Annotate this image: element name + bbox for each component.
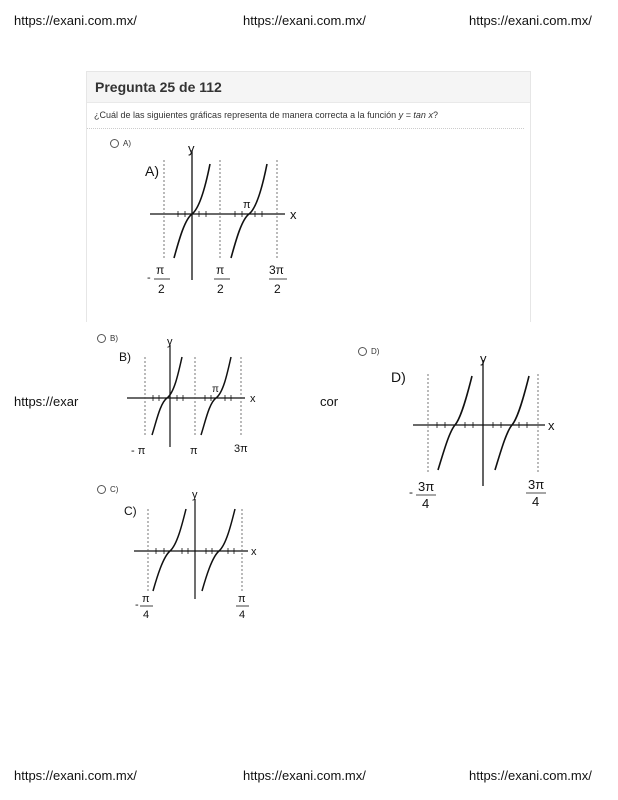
option-b-graph-label: B) (119, 350, 131, 364)
option-d-x-axis-label: x (548, 418, 555, 433)
option-a-x-axis-label: x (290, 207, 297, 222)
option-c[interactable] (97, 485, 118, 494)
watermark-top-center: https://exani.com.mx/ (243, 13, 366, 28)
option-c-graph (120, 487, 270, 622)
option-c-tick1-num: π (142, 593, 150, 605)
image-overlay-left (88, 390, 118, 410)
option-d-tick1-den: 4 (422, 496, 430, 511)
option-b-graph (115, 335, 265, 460)
option-a-pi-mark: π (243, 199, 251, 211)
option-c-x-axis-label: x (251, 546, 257, 558)
watermark-top-right: https://exani.com.mx/ (469, 13, 592, 28)
question-text (87, 103, 524, 129)
watermark-top-left: https://exani.com.mx/ (14, 13, 137, 28)
option-d-graph-label: D) (391, 369, 406, 385)
option-d-tick2-den: 4 (532, 494, 540, 509)
option-d[interactable] (358, 347, 379, 356)
question-header: Pregunta 25 de 112 (87, 72, 530, 103)
option-a-tick1-sign: - (147, 272, 151, 284)
option-c-label: C) (110, 485, 119, 494)
option-b-tick3: 3π (234, 443, 248, 455)
option-b-pi-mark: π (212, 384, 219, 395)
watermark-mid-right: cor (320, 394, 339, 409)
option-b-x-axis-label: x (250, 393, 256, 405)
option-c-tick2-num: π (238, 593, 246, 605)
option-a-radio[interactable] (110, 139, 119, 148)
option-d-tick1-sign: - (409, 485, 413, 499)
option-a-tick2-den: 2 (217, 282, 224, 296)
option-a-tick3-num: 3π (269, 263, 284, 277)
option-a-tick3-den: 2 (274, 282, 281, 296)
question-suffix: ? (432, 110, 438, 120)
option-d-radio[interactable] (358, 347, 367, 356)
watermark-bottom-right: https://exani.com.mx/ (469, 768, 592, 783)
option-a-tick1-den: 2 (158, 282, 165, 296)
option-d-y-axis-label: y (480, 351, 487, 366)
option-d-tick2-num: 3π (528, 477, 545, 492)
option-c-tick1-sign: - (135, 599, 139, 611)
option-a-graph (140, 140, 310, 300)
option-c-y-axis-label: y (192, 489, 198, 501)
option-a-tick2-num: π (216, 263, 225, 277)
option-b-tick2: π (190, 445, 198, 457)
option-a[interactable] (110, 139, 131, 148)
option-d-tick1-num: 3π (418, 479, 435, 494)
watermark-bottom-left: https://exani.com.mx/ (14, 768, 137, 783)
watermark-mid-left: https://exar (14, 394, 79, 409)
option-d-graph (385, 348, 570, 513)
option-b-tick1: - π (131, 445, 146, 457)
option-b-y-axis-label: y (167, 336, 173, 348)
question-formula: y = tan x (398, 110, 433, 120)
option-c-tick2-den: 4 (239, 609, 246, 621)
option-c-radio[interactable] (97, 485, 106, 494)
option-c-tick1-den: 4 (143, 609, 150, 621)
question-prefix: ¿Cuál de las siguientes gráficas representa de manera correcta a la función (94, 110, 399, 120)
option-d-label: D) (371, 347, 380, 356)
watermark-bottom-center: https://exani.com.mx/ (243, 768, 366, 783)
option-b-label: B) (110, 334, 118, 343)
option-a-graph-label: A) (145, 163, 159, 179)
option-a-label: A) (123, 139, 131, 148)
option-b-radio[interactable] (97, 334, 106, 343)
option-a-tick1-num: π (156, 263, 165, 277)
option-c-graph-label: C) (124, 504, 137, 518)
option-a-y-axis-label: y (188, 141, 195, 156)
